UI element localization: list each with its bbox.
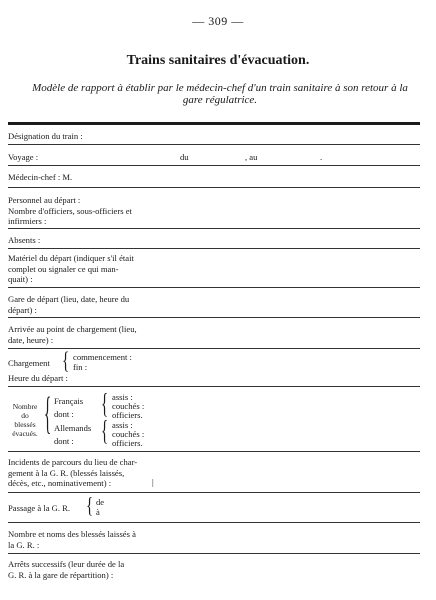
row-divider [8,187,420,188]
chargement-brace: { [62,349,70,375]
passage-brace: { [86,494,94,519]
row-divider [8,165,420,166]
row-divider [8,522,420,523]
row-voyage: Voyage : [8,152,39,162]
incidents-bar: | [152,477,154,487]
allemands-dont: dont : [54,436,74,446]
form-subtitle: Modèle de rapport à établir par le médecin-chef d'un train sanitaire à son retour à la gare régulatrice. [32,82,408,106]
row-divider [8,492,420,493]
row-divider [8,287,420,288]
top-rule [8,122,420,125]
row-absents: Absents : [8,235,41,245]
row-divider [8,451,420,452]
row-medecin: Médecin-chef : M. [8,172,73,182]
francais-brace: { [101,390,109,421]
row-divider [8,348,420,349]
francais-officiers: officiers. [112,410,143,420]
page-number: — 309 — [192,14,244,28]
voyage-dot: . [320,152,323,162]
chargement-label: Chargement [8,358,50,368]
row-divider [8,386,420,387]
row-divider [8,228,420,229]
voyage-au-label: , au [245,152,258,162]
allemands-brace: { [101,417,109,448]
chargement-commencement: commencement : [73,352,132,362]
row-designation: Désignation du train : [8,131,83,141]
francais-couches: couchés : [112,401,145,411]
allemands-label: Allemands [54,423,92,433]
row-gare-depart: Gare de départ (lieu, date, heure du départ) : [8,294,130,315]
francais-dont: dont : [54,409,74,419]
chargement-fin: fin : [73,362,88,372]
row-divider [8,553,420,554]
row-divider [8,317,420,318]
francais-label: Français [54,396,84,406]
row-personnel: Personnel au départ : Nombre d'officiers, sous-officiers et infirmiers : [8,195,132,226]
passage-de: de [96,497,105,507]
row-nombre-noms: Nombre et noms des blessés laissés à la G. R. : [8,529,136,550]
allemands-officiers: officiers. [112,438,143,448]
allemands-couches: couchés : [112,429,145,439]
passage-a: à [96,507,100,517]
row-incidents: Incidents de parcours du lieu de char- gement à la G. R. (blessés laissés, décès, etc., nominativement) : [8,457,138,488]
row-arrets: Arrêts successifs (leur durée de la G. R. à la gare de répartition) : [8,559,125,580]
blesses-brace: { [44,392,52,440]
row-divider [8,248,420,249]
row-materiel: Matériel du départ (indiquer s'il était complet ou signaler ce qui man- quait) : [8,253,134,284]
row-divider [8,144,420,145]
row-arrivee: Arrivée au point de chargement (lieu, date, heure) : [8,324,137,345]
nombre-blesses-label: Nombre do blessés évacués. [12,402,38,438]
francais-assis: assis : [112,392,133,402]
passage-label: Passage à la G. R. [8,503,71,513]
voyage-du-label: du [180,152,189,162]
heure-depart: Heure du départ : [8,373,68,383]
allemands-assis: assis : [112,420,133,430]
page-title: Trains sanitaires d'évacuation. [126,53,310,68]
